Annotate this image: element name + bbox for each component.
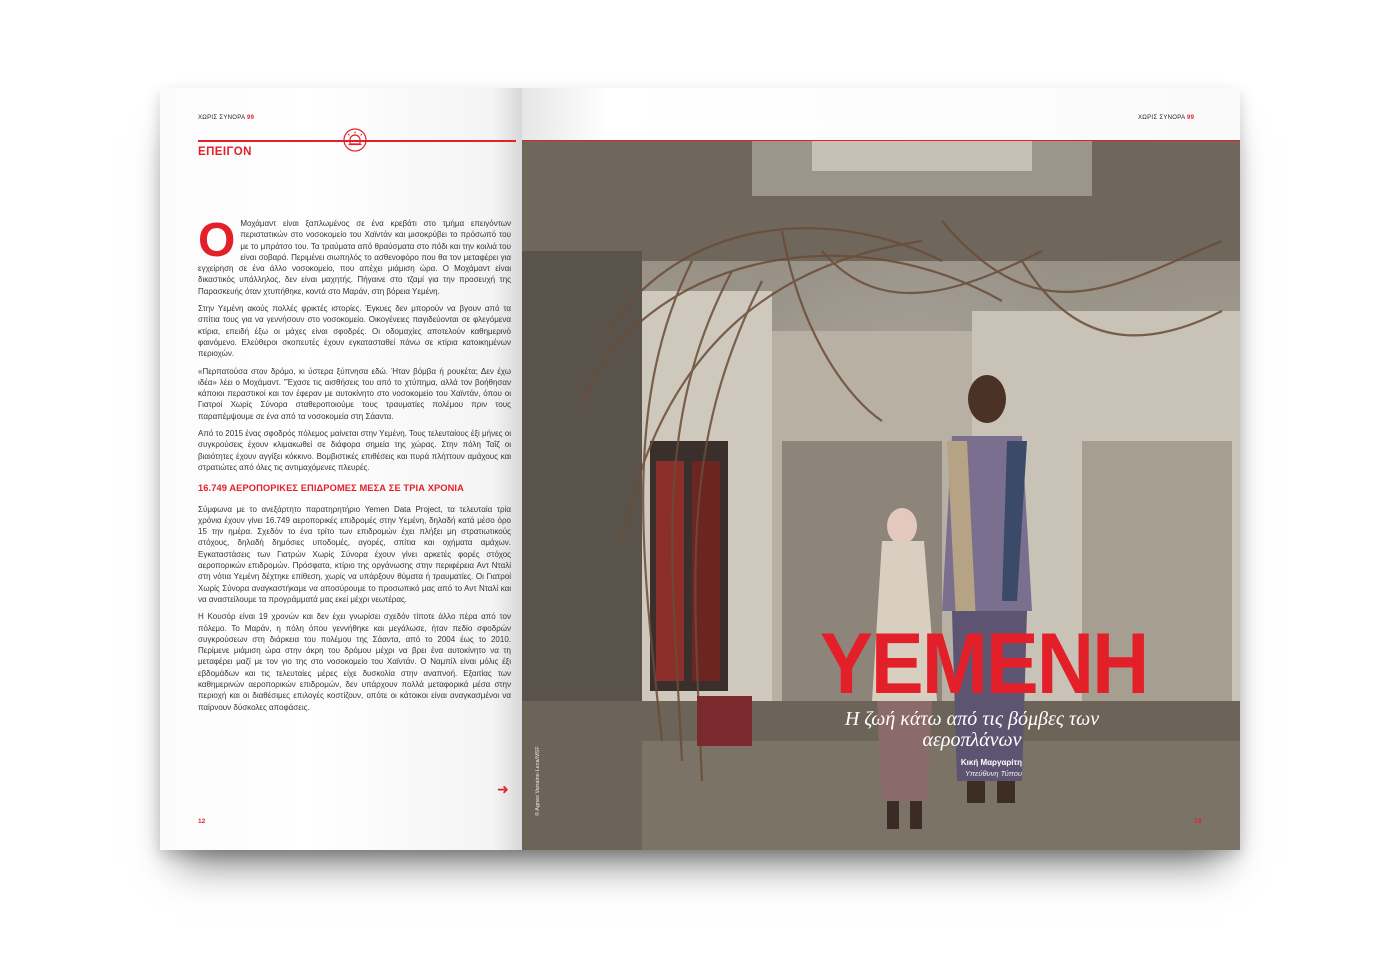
paragraph: «Περπατούσα στον δρόμο, κι ύστερα ξύπνησα εδώ. Ήταν βόμβα ή ρουκέτα; Δεν έχω ιδέα» λέει ο Μοχάμαντ. "Έχασε τις αισθήσεις του από το χτύπημα, αλλά τον βοήθησαν κάποιοι περαστικοί και τον έφεραν με αυτοκίνητο στο νοσοκομείο του Χαϊντάν, όπου οι Γιατροί Χωρίς Σύνορα σταθεροποιούμε τους τραυματίες πολέμου πριν τους παραπέμψουμε σε ένα από τα νοσοκομεία στη Σάαντα. xyxy=(198,366,511,421)
issue-number: 99 xyxy=(247,115,255,121)
right-page xyxy=(522,88,1240,850)
drop-cap: Ο xyxy=(198,214,236,267)
paragraph: Σύμφωνα με το ανεξάρτητο παρατηρητήριο Yemen Data Project, τα τελευταία τρία χρόνια έχουν γίνει 16.749 αεροπορικές επιδρομές στην Υεμένη, δηλαδή κατά μέσο όρο 15 την ημέρα. Σχεδόν το ένα τρίτο των επιδρομών έχει πλήξει μη στρατιωτικούς στόχους, δηλαδή δημόσιες υποδομές, αγορές, σπίτια και οχήματα αμάχων. Εγκαταστάσεις των Γιατρών Χωρίς Σύνορα έχουν γίνει αρκετές φορές στόχος αεροπορικών επιδρομών. Πρόσφατα, κτίριο της οργάνωσης στην περιφέρεια Αντ Νταλί στη νότια Υεμένη δέχτηκε επίθεση, χωρίς να υπάρξουν θύματα ή τραυματίες. Οι Γιατροί Χωρίς Σύνορα αναγκαστήκαμε να αποσύρουμε το προσωπικό μας από το Αντ Νταλί και να αναστείλουμε τα προγράμματά μας εκεί μέχρι νεωτέρας. xyxy=(198,504,511,604)
page-number-left: 12 xyxy=(198,818,206,825)
photo-credit: © Agnes Varraine-Leca/MSF xyxy=(535,746,541,816)
page-number-right: 13 xyxy=(1194,818,1202,825)
magazine-name: ΧΩΡΙΣ ΣΥΝΟΡΑ xyxy=(1138,115,1186,121)
continue-arrow-icon[interactable]: ➜ xyxy=(497,781,509,797)
running-header-left xyxy=(198,115,254,121)
article-subtitle: Η ζωή κάτω από τις βόμβες των αεροπλάνων xyxy=(844,708,1100,751)
paragraph: Η Κουσόρ είναι 19 χρονών και δεν έχει γνωρίσει σχεδόν τίποτε άλλο πέρα από τον πόλεμο. Το Μαράν, η πόλη όπου γεννήθηκε και μεγάλωσε, ήταν πεδίο σφοδρών συγκρούσεων στη διάρκεια του πολέμου της Σάαντα, από το 2004 έως το 2010. Περίμενε μιάμιση ώρα στην άκρη του δρόμου μέχρι να βρει ένα αυτοκίνητο να τη μεταφέρει μαζί με τον γιο της στο νοσοκομείο του Χαϊντάν. Ο Ναμπίλ είναι μόλις έξι εβδομάδων και τις τελευταίες μέρες είχε δυσκολία στην αναπνοή. Εξαιτίας των καθημερινών αεροπορικών επιδρομών, δεν υπάρχουν πολλά μεταφορικά μέσα στην περιοχή και οι διαθέσιμες επιλογές κοστίζουν, οπότε οι κάτοικοι είναι αναγκασμένοι να παίρνουν δύσκολες αποφάσεις. xyxy=(198,612,511,712)
cover-photo xyxy=(522,141,1240,850)
subheading: 16.749 ΑΕΡΟΠΟΡΙΚΕΣ ΕΠΙΔΡΟΜΕΣ ΜΕΣΑ ΣΕ ΤΡΙΑ ΧΡΟΝΙΑ xyxy=(198,483,464,494)
article-body xyxy=(198,214,511,719)
header-rule xyxy=(198,140,516,142)
left-page xyxy=(160,88,522,850)
magazine-spread xyxy=(160,88,1240,850)
author-role: Υπεύθυνη Τύπου xyxy=(965,769,1022,778)
paragraph: Στην Υεμένη ακούς πολλές φρικτές ιστορίες. Έγκυες δεν μπορούν να βγουν από τα σπίτια τους για να γεννήσουν στο νοσοκομείο. Οικογένειες παγιδεύονται σε φλεγόμενα κτίρια, επειδή έξω οι μάχες είναι σφοδρές. Οι οδομαχίες αποτελούν καθημερινό φαινόμενο. Ελεύθεροι σκοπευτές έχουν εγκατασταθεί πάνω σε κτίρια κατοικημένων περιοχών. xyxy=(198,304,511,359)
article-title: ΥΕΜΕΝΗ xyxy=(820,616,1148,712)
paragraph: Μοχάμαντ είναι ξαπλωμένος σε ένα κρεβάτι στο τμήμα επειγόντων περιστατικών στο νοσοκομείο του Χαϊντάν και μισοκρύβει το πρόσωπό του με το μπράτσο του. Τα τραύματα από θραύσματα στο πόδι και την κοιλιά του είναι σοβαρά. Περιμένει σιωπηλός το ασθενοφόρο που θα τον μεταφέρει για εγχείρηση σε ένα άλλο νοσοκομείο, που απέχει μιάμιση ώρα. Ο Μοχάμαντ είναι δικαστικός υπάλληλος, δεν είναι μαχητής. Πήγαινε στο τζαμί για την προσευχή της Παρασκευής όταν χτυπήθηκε, κοντά στο Μαράν, στη βόρεια Υεμένη. xyxy=(198,219,511,296)
paragraph: Από το 2015 ένας σφοδρός πόλεμος μαίνεται στην Υεμένη. Τους τελευταίους έξι μήνες οι συγκρούσεις έχουν κλιμακωθεί σε διάφορα σημεία της χώρας. Στην πόλη Ταΐζ οι βιαιότητες έχουν αγγίξει κόκκινο. Βομβιστικές επιθέσεις και πυρά πλήττουν αμάχους και στρατιώτες από όλες τις αντιμαχόμενες πλευρές. xyxy=(198,429,511,472)
running-header-right xyxy=(1138,115,1194,121)
section-label: ΕΠΕΙΓΟΝ xyxy=(198,146,252,158)
author-name: Κική Μαργαρίτη xyxy=(960,758,1022,767)
magazine-name: ΧΩΡΙΣ ΣΥΝΟΡΑ xyxy=(198,115,246,121)
issue-number: 99 xyxy=(1187,115,1195,121)
